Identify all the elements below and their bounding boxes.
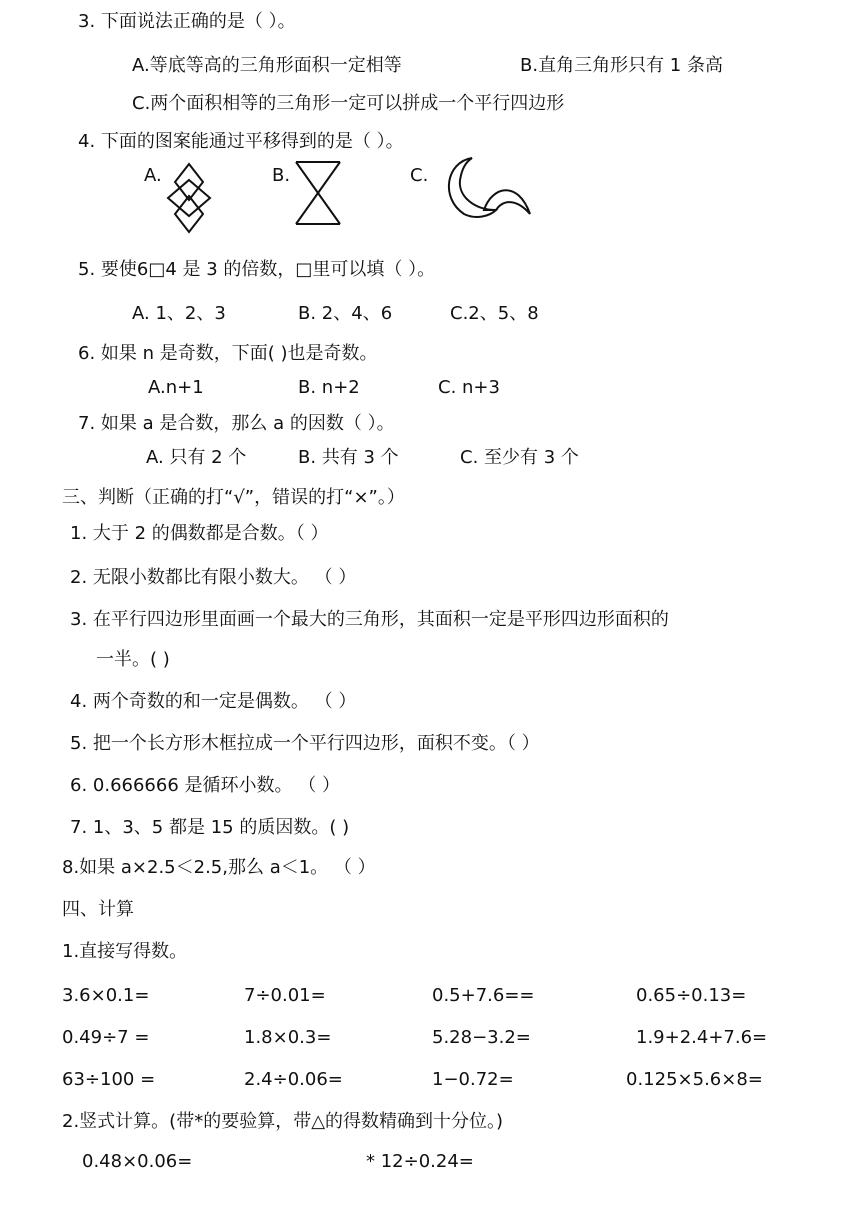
q4-stem: 4. 下面的图案能通过平移得到的是（ ）。 bbox=[78, 131, 404, 152]
hourglass-figure bbox=[294, 160, 344, 226]
judge-item: 2. 无限小数都比有限小数大。 （ ） bbox=[70, 567, 357, 588]
q6-option-b: B. n+2 bbox=[298, 377, 360, 398]
calc-expression: 0.5+7.6== bbox=[432, 985, 535, 1006]
q6-stem: 6. 如果 n 是奇数，下面( )也是奇数。 bbox=[78, 343, 378, 364]
q5-option-c: C.2、5、8 bbox=[450, 303, 539, 324]
calc-section-heading: 四、计算 bbox=[62, 899, 134, 920]
calc-direct-heading: 1.直接写得数。 bbox=[62, 941, 188, 962]
q7-option-a: A. 只有 2 个 bbox=[146, 447, 247, 468]
diamond-pattern-figure bbox=[166, 162, 212, 234]
calc-expression: 1.9+2.4+7.6= bbox=[636, 1027, 768, 1048]
judge-item: 8.如果 a×2.5＜2.5,那么 a＜1。 （ ） bbox=[62, 857, 376, 878]
judge-item: 6. 0.666666 是循环小数。 （ ） bbox=[70, 775, 340, 796]
q5-option-a: A. 1、2、3 bbox=[132, 303, 226, 324]
q4-option-b: B. bbox=[272, 165, 291, 186]
calc-vertical-heading: 2.竖式计算。(带*的要验算，带△的得数精确到十分位。) bbox=[62, 1111, 504, 1132]
calc-expression: 63÷100 = bbox=[62, 1069, 156, 1090]
q6-option-c: C. n+3 bbox=[438, 377, 500, 398]
q7-option-c: C. 至少有 3 个 bbox=[460, 447, 579, 468]
q3-option-a: A.等底等高的三角形面积一定相等 bbox=[132, 55, 402, 76]
calc-expression: 2.4÷0.06= bbox=[244, 1069, 343, 1090]
calc-expression: 0.125×5.6×8= bbox=[626, 1069, 763, 1090]
q5-option-b: B. 2、4、6 bbox=[298, 303, 393, 324]
judge-item: 1. 大于 2 的偶数都是合数。（ ） bbox=[70, 523, 329, 544]
calc-expression: 3.6×0.1= bbox=[62, 985, 150, 1006]
vertical-calc-expression: * 12÷0.24= bbox=[366, 1151, 474, 1172]
judge-item: 3. 在平行四边形里面画一个最大的三角形，其面积一定是平形四边形面积的 bbox=[70, 609, 669, 630]
q7-option-b: B. 共有 3 个 bbox=[298, 447, 399, 468]
q4-option-c: C. bbox=[410, 165, 429, 186]
judge-item: 5. 把一个长方形木框拉成一个平行四边形，面积不变。（ ） bbox=[70, 733, 540, 754]
judge-item: 4. 两个奇数的和一定是偶数。 （ ） bbox=[70, 691, 357, 712]
calc-expression: 0.49÷7 = bbox=[62, 1027, 150, 1048]
q5-stem: 5. 要使6□4 是 3 的倍数，□里可以填（ ）。 bbox=[78, 259, 436, 280]
calc-expression: 5.28−3.2= bbox=[432, 1027, 531, 1048]
calc-expression: 1−0.72= bbox=[432, 1069, 514, 1090]
calc-expression: 0.65÷0.13= bbox=[636, 985, 747, 1006]
vertical-calc-expression: 0.48×0.06= bbox=[82, 1151, 193, 1172]
q6-option-a: A.n+1 bbox=[148, 377, 204, 398]
calc-expression: 7÷0.01= bbox=[244, 985, 326, 1006]
q4-option-a: A. bbox=[144, 165, 162, 186]
q3-option-b: B.直角三角形只有 1 条高 bbox=[520, 55, 723, 76]
crescent-moons-figure bbox=[438, 152, 534, 222]
judge-item: 7. 1、3、5 都是 15 的质因数。( ) bbox=[70, 817, 350, 838]
q7-stem: 7. 如果 a 是合数，那么 a 的因数（ ）。 bbox=[78, 413, 395, 434]
judge-section-heading: 三、判断（正确的打“√”，错误的打“×”。） bbox=[62, 487, 405, 508]
calc-expression: 1.8×0.3= bbox=[244, 1027, 332, 1048]
q3-option-c: C.两个面积相等的三角形一定可以拼成一个平行四边形 bbox=[132, 93, 565, 114]
judge-item-continuation: 一半。( ) bbox=[96, 649, 170, 670]
q3-stem: 3. 下面说法正确的是（ ）。 bbox=[78, 11, 296, 32]
